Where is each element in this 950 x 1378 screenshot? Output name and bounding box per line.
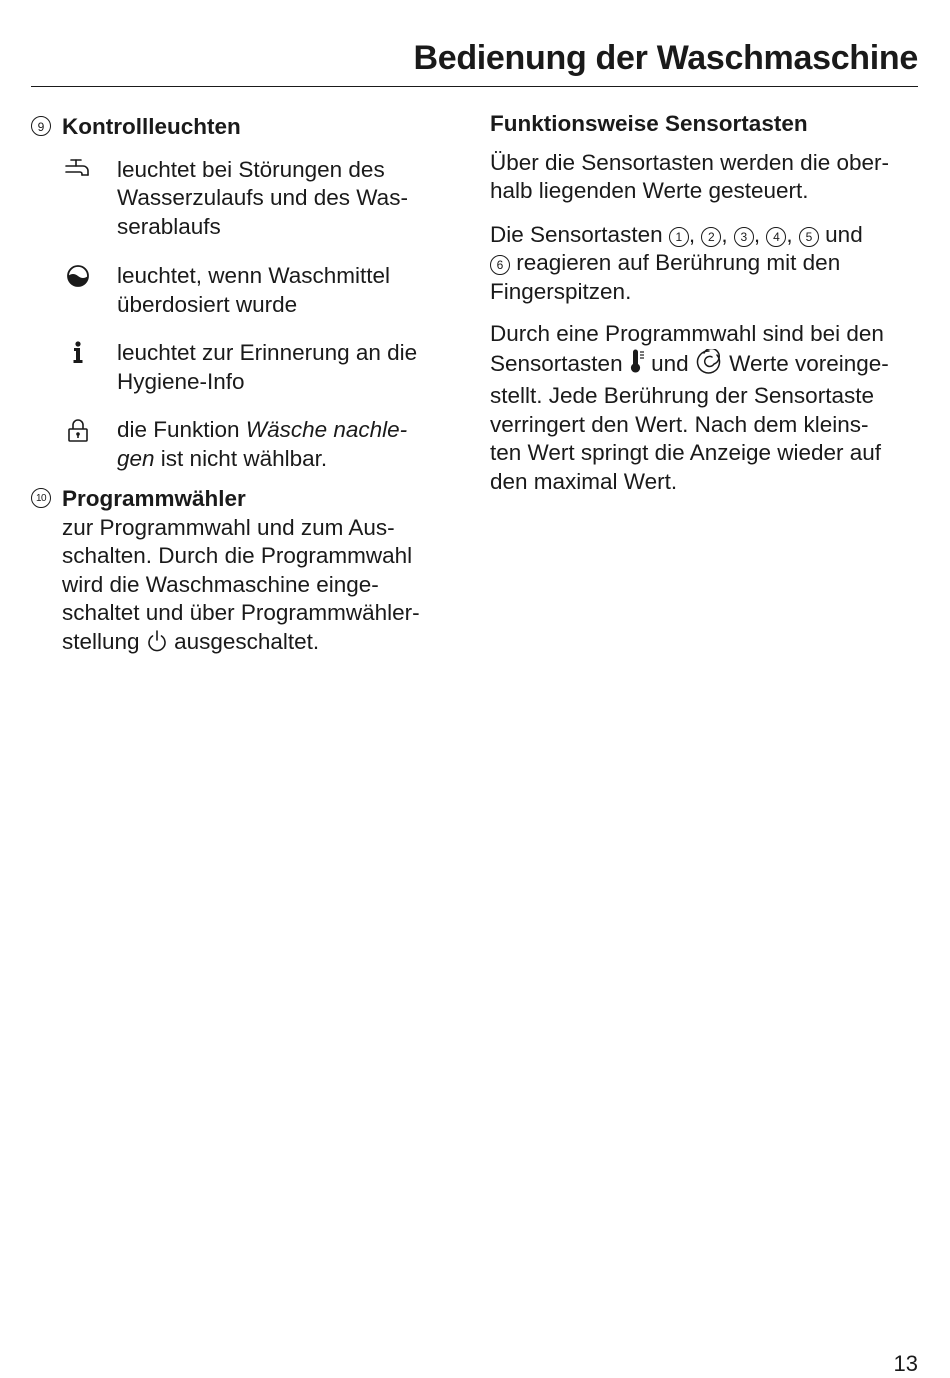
text-line: den maximal Wert. <box>490 468 678 494</box>
lamp-item-lock <box>31 416 451 473</box>
lamp-text-line: leuchtet, wenn Waschmittel <box>117 263 391 288</box>
faucet-icon <box>63 156 93 184</box>
paragraph-1 <box>490 149 920 206</box>
section-programmwaehler-heading <box>31 485 451 514</box>
text-line: verringert den Wert. Nach dem kleins- <box>490 411 869 437</box>
section-title: Programmwähler <box>62 486 246 511</box>
text-line: Durch eine Programmwahl sind bei den <box>490 321 884 346</box>
text-line: 6 reagieren auf Berührung mit den <box>490 249 920 278</box>
page-header <box>31 36 918 87</box>
paragraph-3 <box>490 320 920 496</box>
text-line: zur Programmwahl und zum Aus- <box>62 514 395 540</box>
detergent-overdose-icon <box>63 262 93 290</box>
text-line: Die Sensortasten 1 , 2 , 3 , 4 , 5 und <box>490 221 863 247</box>
callout-number-3: 3 <box>734 227 754 247</box>
lamp-item-detergent <box>31 262 451 319</box>
section-kontrollleuchten-heading <box>31 113 451 142</box>
thermometer-icon <box>629 349 645 383</box>
right-column <box>490 110 920 496</box>
lamp-text-line: Hygiene-Info <box>117 368 245 394</box>
text-line: ten Wert springt die Anzeige wieder auf <box>490 440 882 465</box>
text-line: stellt. Jede Berührung der Sensortaste <box>490 383 874 408</box>
section-programmwaehler <box>31 485 451 660</box>
page-number: 13 <box>893 1351 918 1376</box>
lamp-text-line: leuchtet zur Erinnerung an die <box>117 340 418 365</box>
callout-number-1: 1 <box>669 227 689 247</box>
section-title: Funktionsweise Sensortasten <box>490 111 808 136</box>
page-title: Bedienung der Waschmaschine <box>413 39 918 77</box>
paragraph-2 <box>490 221 920 307</box>
text-line: Sensortasten und Werte voreinge- <box>490 349 920 383</box>
power-icon <box>146 629 168 661</box>
callout-number-10: 10 <box>31 488 51 508</box>
lamp-text-line: serablaufs <box>117 213 221 239</box>
lamp-text-line: die Funktion Wäsche nachle- <box>117 417 408 442</box>
text-line: Über die Sensortasten werden die ober- <box>490 149 889 175</box>
text-line: wird die Waschmaschine einge- <box>62 571 379 597</box>
text-line: schalten. Durch die Programmwahl <box>62 543 413 568</box>
section-title: Kontrollleuchten <box>62 114 241 139</box>
text-line: stellung ausgeschaltet. <box>62 628 451 661</box>
callout-number-9: 9 <box>31 116 51 136</box>
text-line: halb liegenden Werte gesteuert. <box>490 178 809 203</box>
callout-number-4: 4 <box>766 227 786 247</box>
info-icon <box>63 339 93 367</box>
lamp-item-water <box>31 156 451 242</box>
text-line: Fingerspitzen. <box>490 278 632 304</box>
left-column <box>31 113 451 660</box>
spin-speed-icon <box>695 349 723 383</box>
callout-number-5: 5 <box>799 227 819 247</box>
lamp-text-line: leuchtet bei Störungen des <box>117 156 385 182</box>
lamp-text-line: überdosiert wurde <box>117 291 298 317</box>
callout-number-2: 2 <box>701 227 721 247</box>
lock-icon <box>63 416 93 444</box>
lamp-text-line: gen ist nicht wählbar. <box>117 445 328 471</box>
callout-number-6: 6 <box>490 255 510 275</box>
lamp-text-line: Wasserzulaufs und des Was- <box>117 185 408 210</box>
programm-text <box>31 514 451 661</box>
lamp-item-info <box>31 339 451 396</box>
text-line: schaltet und über Programmwähler- <box>62 600 420 625</box>
